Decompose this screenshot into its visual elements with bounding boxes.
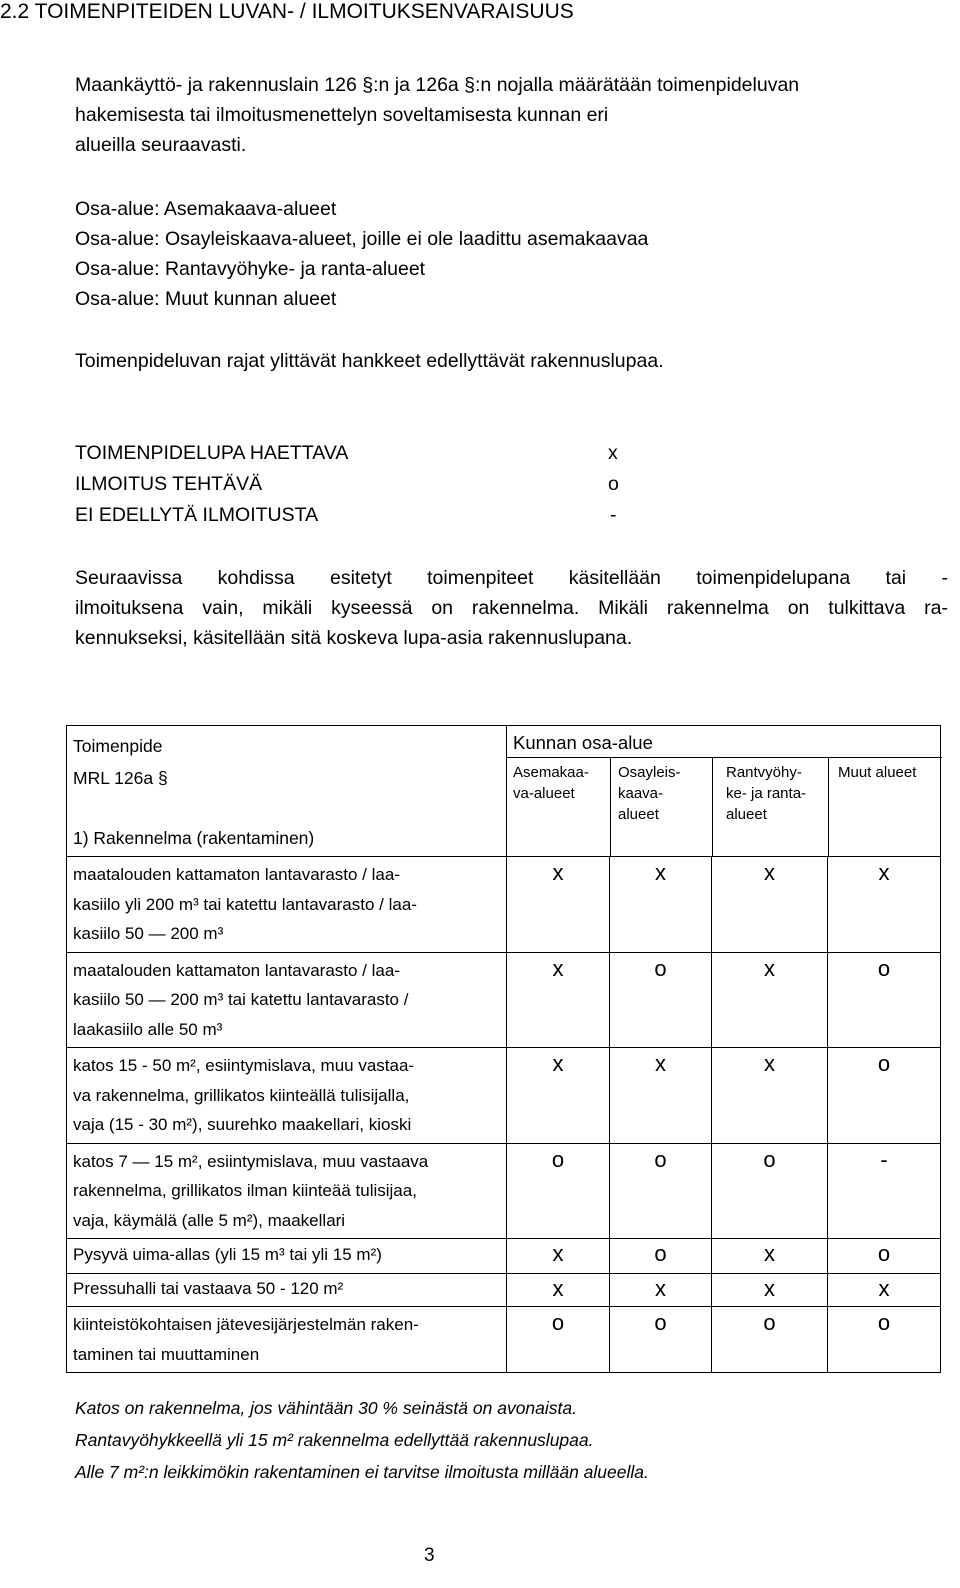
row-line: katos 7 — 15 m², esiintymislava, muu vastaava (73, 1151, 429, 1171)
header-action-cell (67, 726, 507, 857)
row-line: va rakennelma, grillikatos kiinteällä tulisijalla, (73, 1085, 410, 1105)
row-mark-ranta: x (712, 1239, 828, 1274)
row-mark-osayleiskaava: x (610, 857, 712, 953)
column-header-line: Osayleis- (618, 764, 681, 781)
row-line: katos 15 - 50 m², esiintymislava, muu vastaa- (73, 1056, 415, 1075)
intro-line: hakemisesta tai ilmoitusmenettelyn soveltamisesta kunnan eri (75, 104, 609, 126)
row-mark-muut: x (828, 1273, 941, 1307)
row-mark-muut: o (828, 952, 941, 1048)
area-item: Osa-alue: Osayleiskaava-alueet, joille ei ole laadittu asemakaavaa (75, 228, 649, 250)
row-mark-ranta: x (712, 1273, 828, 1307)
row-mark-osayleiskaava: x (610, 1048, 712, 1144)
row-line: kiinteistökohtaisen jätevesijärjestelmän raken- (73, 1315, 419, 1334)
column-header-line: kaava- (618, 785, 664, 802)
section-subtitle: (rakentaminen) (196, 828, 315, 848)
section-heading: 2.2 TOIMENPITEIDEN LUVAN- / ILMOITUKSENVARAISUUS (0, 0, 574, 23)
row-mark-asemakaava: o (507, 1143, 610, 1239)
area-list (75, 194, 648, 314)
section-title: 1) Rakennelma (73, 828, 192, 848)
table-row (67, 1239, 941, 1274)
table-row (67, 1048, 941, 1144)
area-item: Osa-alue: Asemakaava-alueet (75, 198, 337, 220)
legend-label-permit: TOIMENPIDELUPA HAETTAVA (75, 442, 349, 464)
row-description (67, 1048, 507, 1144)
area-columns (507, 757, 941, 856)
column-header-ranta (712, 757, 829, 857)
row-mark-ranta: x (712, 1048, 828, 1144)
row-mark-asemakaava: x (507, 1273, 610, 1307)
header-action-label: Toimenpide (73, 736, 163, 756)
row-mark-asemakaava: x (507, 1239, 610, 1274)
row-mark-asemakaava: x (507, 1048, 610, 1144)
table-row (67, 1307, 941, 1373)
header-law-reference: MRL 126a § (73, 768, 168, 788)
permit-table (66, 725, 941, 1373)
building-permit-note: Toimenpideluvan rajat ylittävät hankkeet edellyttävät rakennuslupaa. (75, 350, 664, 372)
area-item: Osa-alue: Muut kunnan alueet (75, 288, 337, 310)
row-description (67, 1273, 507, 1307)
legend-symbol-notice: o (608, 473, 619, 495)
row-line: maatalouden kattamaton lantavarasto / laa- (73, 865, 400, 884)
intro-line: alueilla seuraavasti. (75, 134, 247, 156)
explanation-paragraph (75, 563, 948, 653)
legend-label-none: EI EDELLYTÄ ILMOITUSTA (75, 504, 319, 526)
table-row (67, 952, 941, 1048)
page-number: 3 (424, 1545, 435, 1566)
column-header-line: ke- ja ranta- (726, 785, 807, 802)
column-header-line: Muut alueet (838, 764, 917, 781)
column-header-line: Rantvyöhy- (726, 764, 802, 781)
row-line: laakasiilo alle 50 m³ (73, 1019, 223, 1039)
row-mark-muut: o (828, 1307, 941, 1373)
header-area-group-cell (507, 726, 941, 857)
legend-symbol-permit: x (608, 442, 618, 464)
row-description (67, 1143, 507, 1239)
row-mark-ranta: o (712, 1307, 828, 1373)
explanation-line: Seuraavissa kohdissa esitetyt toimenpiteet käsitellään toimenpidelupana tai - (75, 567, 948, 589)
intro-line: Maankäyttö- ja rakennuslain 126 §:n ja 126a §:n nojalla määrätään toimenpideluvan (75, 74, 800, 96)
row-description (67, 1239, 507, 1274)
row-line: vaja (15 - 30 m²), suurehko maakellari, kioski (73, 1115, 412, 1134)
row-mark-osayleiskaava: o (610, 1239, 712, 1274)
row-mark-asemakaava: o (507, 1307, 610, 1373)
row-mark-ranta: o (712, 1143, 828, 1239)
row-line: kasiilo 50 — 200 m³ (73, 924, 224, 943)
table-row (67, 1143, 941, 1239)
row-mark-asemakaava: x (507, 857, 610, 953)
row-mark-ranta: x (712, 952, 828, 1048)
row-line: kasiilo 50 — 200 m³ tai katettu lantavarasto / (73, 990, 409, 1009)
row-mark-osayleiskaava: o (610, 1143, 712, 1239)
row-mark-muut: o (828, 1239, 941, 1274)
row-mark-muut: x (828, 857, 941, 953)
area-item: Osa-alue: Rantavyöhyke- ja ranta-alueet (75, 258, 426, 280)
column-header-line: alueet (726, 806, 767, 823)
row-mark-osayleiskaava: o (610, 952, 712, 1048)
column-header-asemakaava (507, 757, 610, 857)
footnote: Katos on rakennelma, jos vähintään 30 % seinästä on avonaista. (75, 1398, 577, 1418)
row-line: vaja, käymälä (alle 5 m²), maakellari (73, 1210, 346, 1230)
table-row (67, 857, 941, 953)
row-line: taminen tai muuttaminen (73, 1344, 260, 1364)
explanation-line: kennukseksi, käsitellään sitä koskeva lupa-asia rakennuslupana. (75, 627, 633, 649)
row-line: Pysyvä uima-allas (yli 15 m³ tai yli 15 m²) (73, 1245, 382, 1264)
column-header-muut (828, 757, 942, 857)
section-title-row (73, 824, 314, 854)
row-line: maatalouden kattamaton lantavarasto / laa- (73, 960, 400, 980)
header-area-group-title: Kunnan osa-alue (513, 732, 653, 753)
row-description (67, 952, 507, 1048)
row-line: kasiilo yli 200 m³ tai katettu lantavarasto / laa- (73, 894, 417, 914)
row-mark-osayleiskaava: o (610, 1307, 712, 1373)
column-header-osayleiskaava (610, 757, 713, 857)
row-description (67, 1307, 507, 1373)
explanation-line: ilmoituksena vain, mikäli kyseessä on rakennelma. Mikäli rakennelma on tulkittava ra- (75, 597, 948, 619)
row-line: Pressuhalli tai vastaava 50 - 120 m² (73, 1278, 344, 1298)
column-header-line: va-alueet (513, 785, 575, 802)
row-mark-asemakaava: x (507, 952, 610, 1048)
column-header-line: Asemakaa- (513, 764, 589, 781)
row-mark-osayleiskaava: x (610, 1273, 712, 1307)
intro-paragraph (75, 70, 799, 160)
column-header-line: alueet (618, 806, 659, 823)
footnote: Alle 7 m²:n leikkimökin rakentaminen ei tarvitse ilmoitusta millään alueella. (75, 1462, 649, 1482)
table-header-row (67, 726, 941, 857)
row-line: rakennelma, grillikatos ilman kiinteää tulisijaa, (73, 1181, 417, 1200)
row-mark-muut: o (828, 1048, 941, 1144)
legend-label-notice: ILMOITUS TEHTÄVÄ (75, 473, 263, 495)
row-mark-muut: - (828, 1143, 941, 1239)
footnote: Rantavyöhykkeellä yli 15 m² rakennelma edellyttää rakennuslupaa. (75, 1430, 594, 1450)
row-mark-ranta: x (712, 857, 828, 953)
row-description (67, 857, 507, 953)
legend-symbol-none: - (610, 504, 617, 526)
table-row (67, 1273, 941, 1307)
